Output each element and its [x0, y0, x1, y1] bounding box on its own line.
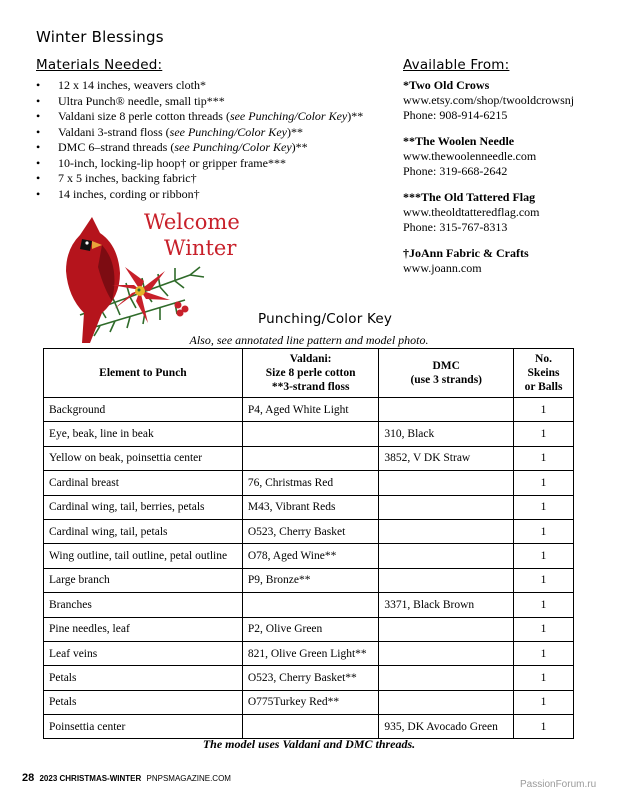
cell-dmc [379, 544, 514, 568]
table-row [44, 568, 574, 592]
cell-element: Eye, beak, line in beak [44, 422, 243, 446]
cell-dmc [379, 398, 514, 422]
vendor-list [403, 78, 608, 287]
list-item: • Valdani 3-strand floss (see Punching/Color Key)** [36, 125, 396, 141]
table-row [44, 593, 574, 617]
cell-skeins: 1 [514, 690, 574, 714]
art-title-line2: Winter [164, 236, 237, 260]
vendor-two-old-crows [403, 78, 608, 123]
cell-valdani: 821, Olive Green Light** [242, 641, 379, 665]
cell-valdani: O523, Cherry Basket [242, 519, 379, 543]
cell-valdani: P2, Olive Green [242, 617, 379, 641]
cell-element: Background [44, 398, 243, 422]
vendor-url[interactable]: www.joann.com [403, 261, 482, 275]
model-footnote: The model uses Valdani and DMC threads. [202, 737, 416, 751]
cell-element: Leaf veins [44, 641, 243, 665]
color-key-body [44, 398, 574, 739]
materials-list [36, 78, 396, 202]
cardinal-icon [66, 217, 120, 343]
cell-element: Cardinal breast [44, 471, 243, 495]
col-header-element: Element to Punch [44, 349, 243, 398]
cell-dmc [379, 568, 514, 592]
table-row [44, 617, 574, 641]
vendor-name: **The Woolen Needle [403, 134, 515, 148]
table-header-row [44, 349, 574, 398]
dmc-header-text: DMC (use 3 strands) [410, 360, 482, 386]
cell-valdani: M43, Vibrant Reds [242, 495, 379, 519]
cell-skeins: 1 [514, 617, 574, 641]
vendor-woolen-needle [403, 134, 608, 179]
col-header-valdani [242, 349, 379, 398]
vendor-old-tattered-flag [403, 190, 608, 235]
cell-valdani: P4, Aged White Light [242, 398, 379, 422]
cell-element: Yellow on beak, poinsettia center [44, 446, 243, 470]
cell-skeins: 1 [514, 495, 574, 519]
issue-label: 2023 CHRISTMAS-WINTER [39, 774, 142, 783]
cell-dmc: 935, DK Avocado Green [379, 715, 514, 739]
materials-heading: Materials Needed: [36, 57, 163, 73]
cell-skeins: 1 [514, 715, 574, 739]
cell-skeins: 1 [514, 422, 574, 446]
cell-skeins: 1 [514, 593, 574, 617]
cell-element: Large branch [44, 568, 243, 592]
table-row [44, 715, 574, 739]
table-row [44, 495, 574, 519]
cell-element: Cardinal wing, tail, petals [44, 519, 243, 543]
cell-valdani: O78, Aged Wine** [242, 544, 379, 568]
list-item: • Valdani size 8 perle cotton threads (see Punching/Color Key)** [36, 109, 396, 125]
list-item: • 7 x 5 inches, backing fabric† [36, 171, 396, 187]
vendor-name: †JoAnn Fabric & Crafts [403, 246, 529, 260]
cell-skeins: 1 [514, 666, 574, 690]
table-row [44, 519, 574, 543]
vendor-url[interactable]: www.thewoolenneedle.com [403, 149, 537, 163]
cell-valdani [242, 422, 379, 446]
page-title: Winter Blessings [36, 28, 164, 46]
vendor-phone: Phone: 908-914-6215 [403, 108, 508, 122]
vendor-joann [403, 246, 608, 276]
cardinal-illustration [40, 205, 245, 345]
color-key-subtitle: Also, see annotated line pattern and model photo. [189, 333, 429, 347]
vendor-phone: Phone: 315-767-8313 [403, 220, 508, 234]
cell-valdani [242, 715, 379, 739]
valdani-header-text: Valdani: Size 8 perle cotton **3-strand floss [265, 353, 356, 393]
vendor-url[interactable]: www.etsy.com/shop/twooldcrowsnj [403, 93, 575, 107]
table-row [44, 398, 574, 422]
vendor-name: *Two Old Crows [403, 78, 490, 92]
cell-dmc [379, 641, 514, 665]
cell-valdani: P9, Bronze** [242, 568, 379, 592]
page-footer [22, 772, 231, 784]
color-key-heading: Punching/Color Key [258, 311, 393, 327]
table-row [44, 641, 574, 665]
cell-skeins: 1 [514, 519, 574, 543]
cell-dmc [379, 495, 514, 519]
table-row [44, 690, 574, 714]
col-header-skeins [514, 349, 574, 398]
skeins-header-text: No. Skeins or Balls [524, 353, 563, 393]
cell-element: Petals [44, 690, 243, 714]
cell-dmc [379, 471, 514, 495]
cell-skeins: 1 [514, 568, 574, 592]
vendor-phone: Phone: 319-668-2642 [403, 164, 508, 178]
vendor-url[interactable]: www.theoldtatteredflag.com [403, 205, 540, 219]
cell-dmc [379, 690, 514, 714]
cell-skeins: 1 [514, 471, 574, 495]
color-key-table [43, 348, 574, 739]
page-number: 28 [22, 772, 35, 784]
list-item: • 12 x 14 inches, weavers cloth* [36, 78, 396, 94]
cardinal-poinsettia-image [40, 205, 245, 345]
cell-skeins: 1 [514, 544, 574, 568]
vendor-name: ***The Old Tattered Flag [403, 190, 536, 204]
cell-element: Poinsettia center [44, 715, 243, 739]
cell-valdani: O523, Cherry Basket** [242, 666, 379, 690]
watermark: PassionForum.ru [520, 779, 597, 790]
table-row [44, 544, 574, 568]
table-row [44, 471, 574, 495]
table-row [44, 446, 574, 470]
cell-dmc: 3852, V DK Straw [379, 446, 514, 470]
cell-dmc: 310, Black [379, 422, 514, 446]
available-heading: Available From: [403, 57, 510, 73]
cell-element: Petals [44, 666, 243, 690]
cell-dmc [379, 617, 514, 641]
list-item: • 14 inches, cording or ribbon† [36, 187, 396, 203]
cell-valdani [242, 446, 379, 470]
cell-skeins: 1 [514, 398, 574, 422]
table-row [44, 422, 574, 446]
cell-element: Pine needles, leaf [44, 617, 243, 641]
list-item: • Ultra Punch® needle, small tip*** [36, 94, 396, 110]
cell-element: Branches [44, 593, 243, 617]
list-item: • 10-inch, locking-lip hoop† or gripper frame*** [36, 156, 396, 172]
cell-dmc [379, 666, 514, 690]
cell-skeins: 1 [514, 641, 574, 665]
cell-skeins: 1 [514, 446, 574, 470]
col-header-dmc [379, 349, 514, 398]
cell-dmc [379, 519, 514, 543]
art-title-line1: Welcome [144, 210, 240, 234]
cell-valdani: O775Turkey Red** [242, 690, 379, 714]
list-item: • DMC 6–strand threads (see Punching/Color Key)** [36, 140, 396, 156]
cell-element: Wing outline, tail outline, petal outline [44, 544, 243, 568]
cell-element: Cardinal wing, tail, berries, petals [44, 495, 243, 519]
cell-dmc: 3371, Black Brown [379, 593, 514, 617]
table-row [44, 666, 574, 690]
magazine-site[interactable]: PNPSMAGAZINE.COM [146, 774, 231, 783]
cell-valdani [242, 593, 379, 617]
cell-valdani: 76, Christmas Red [242, 471, 379, 495]
